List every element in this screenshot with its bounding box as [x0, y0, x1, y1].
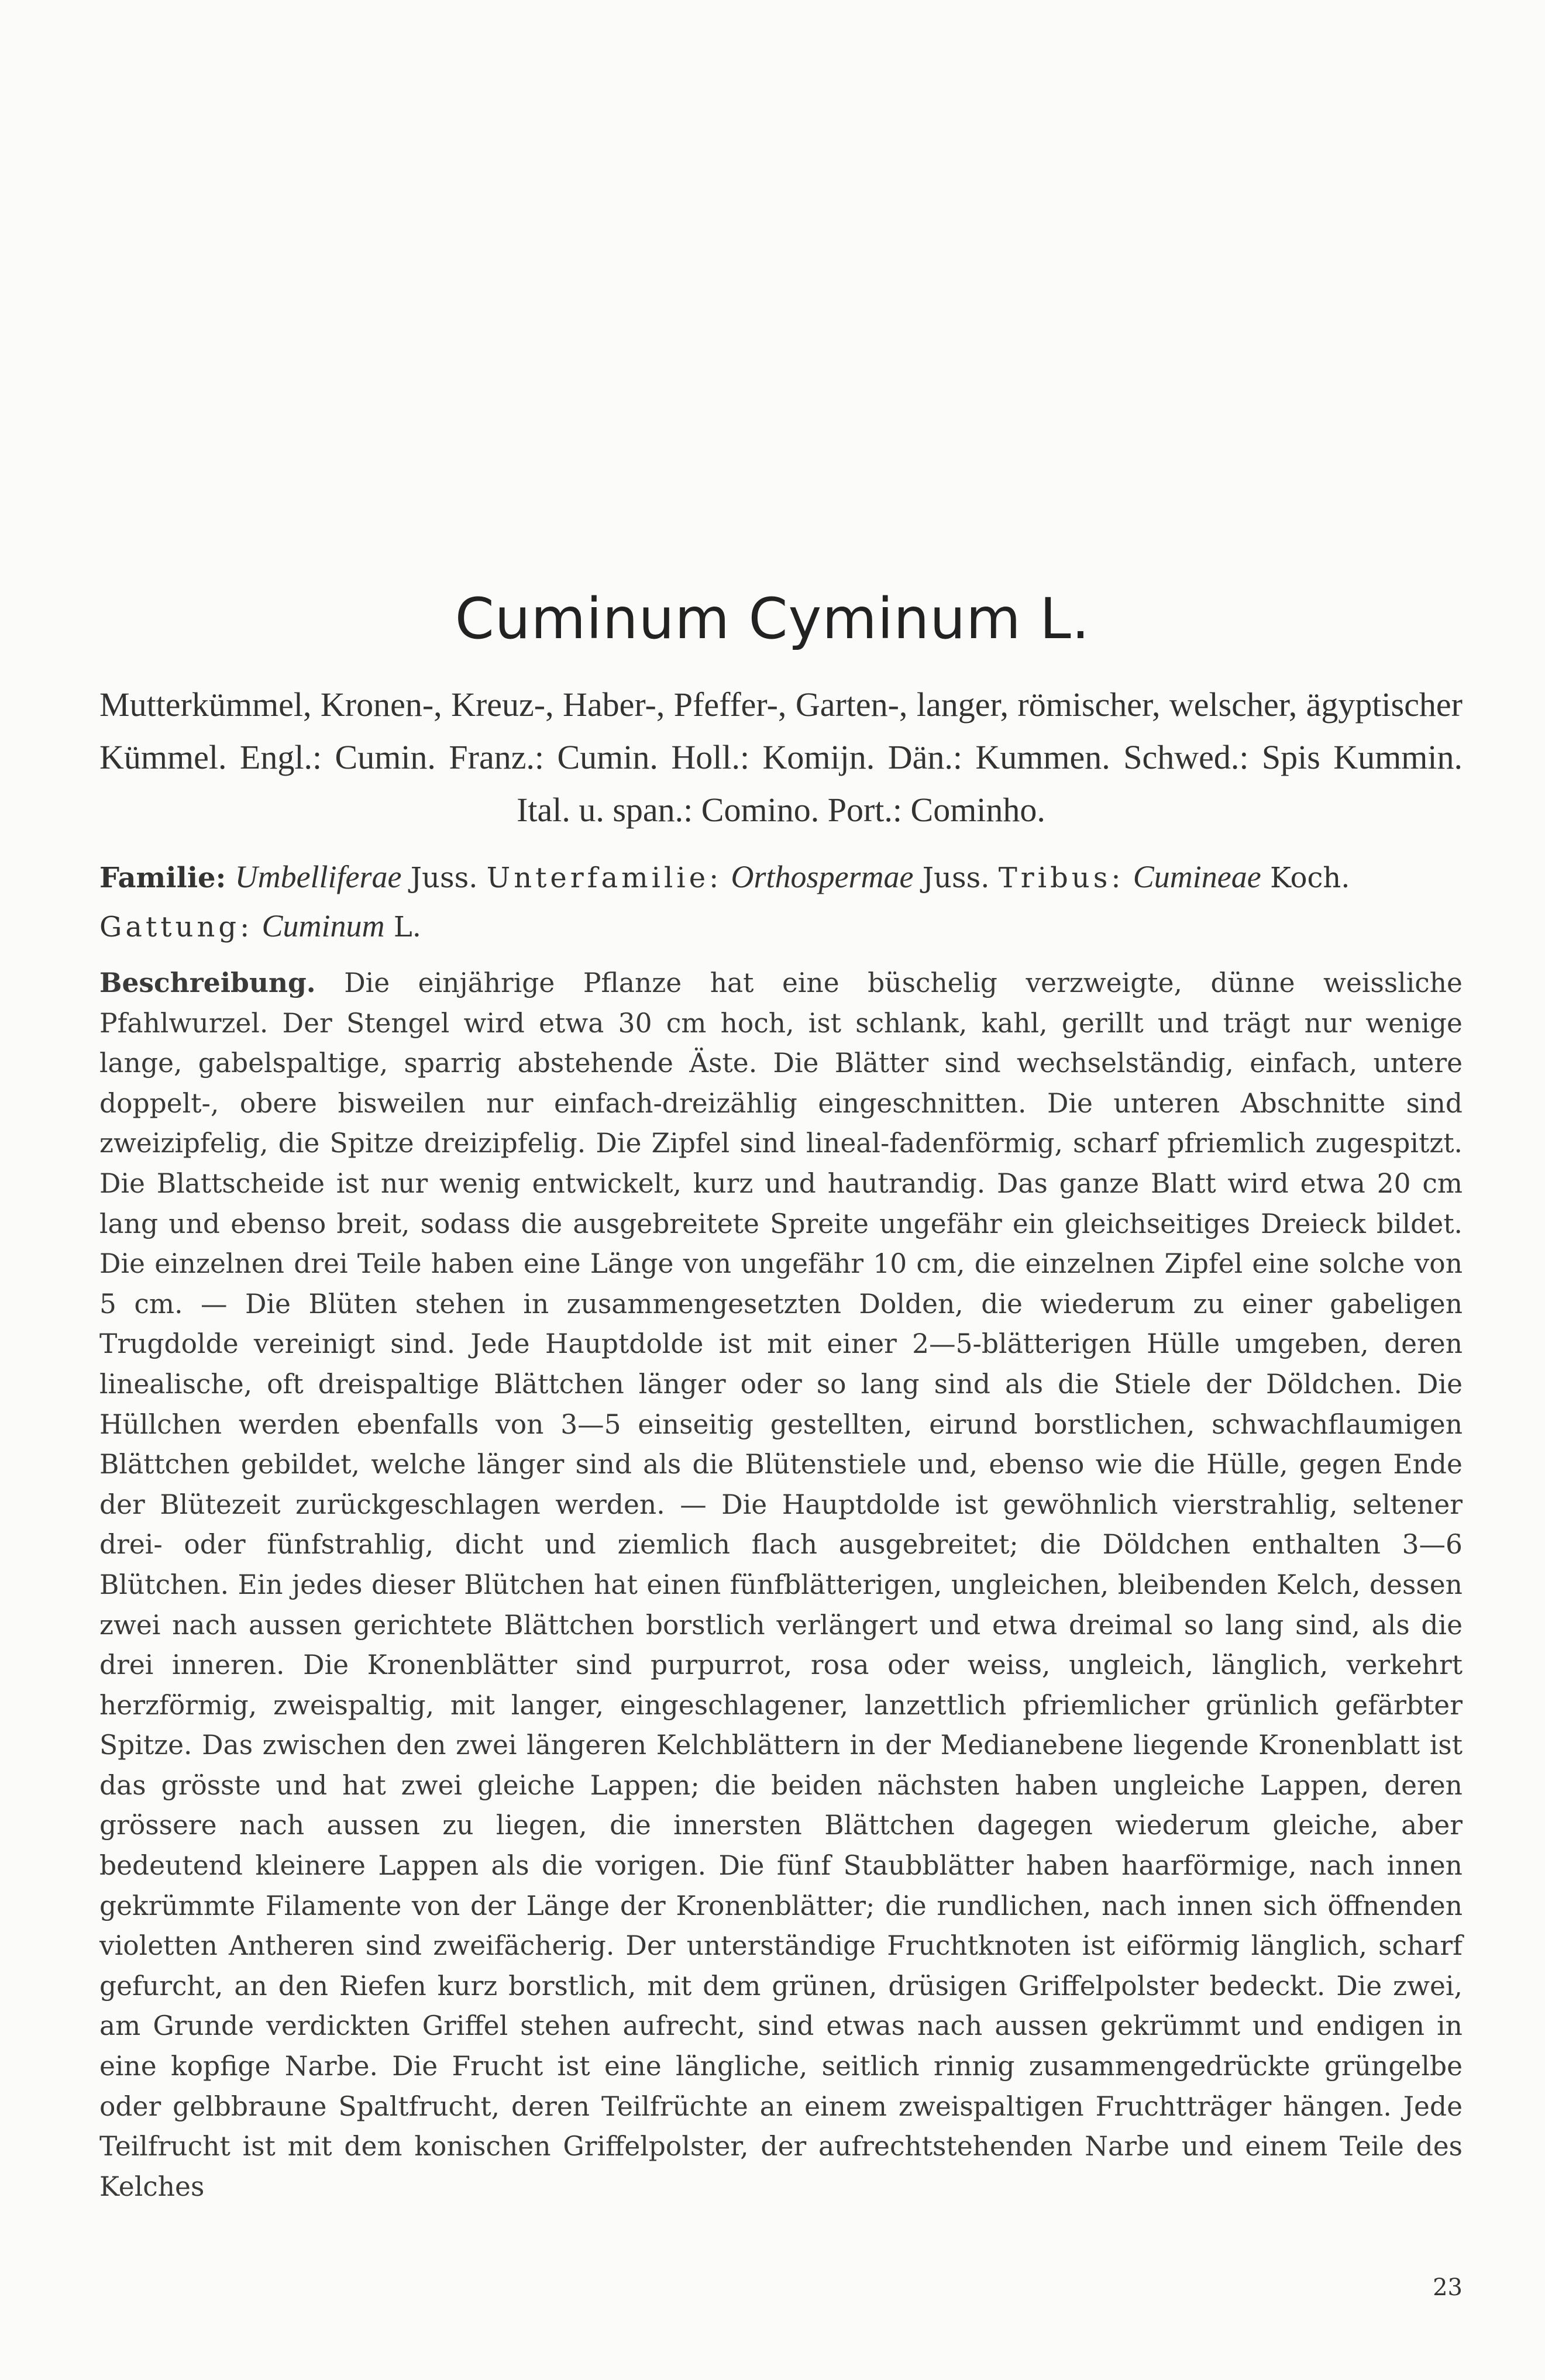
genus-label: Gattung:: [99, 911, 253, 943]
subfamily-author: Juss.: [922, 862, 990, 894]
family-name: Umbelliferae: [235, 859, 402, 894]
tribe-name: Cumineae: [1133, 859, 1261, 894]
subfamily-name: Orthospermae: [731, 859, 914, 894]
genus-author: L.: [393, 911, 421, 943]
description-paragraph: [99, 963, 1463, 2207]
subfamily-label: Unterfamilie:: [486, 862, 722, 894]
family-author: Juss.: [410, 862, 478, 894]
genus-name: Cuminum: [261, 908, 385, 943]
page-number: 23: [1433, 2274, 1463, 2301]
description-lead: Beschreibung.: [99, 967, 316, 998]
tribe-author: Koch.: [1270, 862, 1350, 894]
taxonomy-block: [99, 853, 1463, 951]
tribe-label: Tribus:: [998, 862, 1124, 894]
page-title: Cuminum Cyminum L.: [455, 586, 1090, 652]
common-names-paragraph: Mutterkümmel, Kronen-, Kreuz-, Haber-, Pfeffer-, Garten-, langer, römischer, welscher, ägyptischer Kümmel. Engl.: Cumin. Franz.: Cumin. Holl.: Komijn. Dän.: Kummen. Schwed.: Spis Kummin. Ital. u. span.: Comino. Port.: Cominho.: [99, 686, 1463, 829]
description-text: Die einjährige Pflanze hat eine büschelig verzweigte, dünne weissliche Pfahlwurzel. Der Stengel wird etwa 30 cm hoch, ist schlank, kahl, gerillt und trägt nur wenige lange, gabelspaltige, sparrig abstehende Äste. Die Blätter sind wechselständig, einfach, untere doppelt-, obere bisweilen nur einfach-dreizählig eingeschnitten. Die unteren Abschnitte sind zweizipfelig, die Spitze dreizipfelig. Die Zipfel sind lineal-fadenförmig, scharf pfriemlich zugespitzt. Die Blattscheide ist nur wenig entwickelt, kurz und hautrandig. Das ganze Blatt wird etwa 20 cm lang und ebenso breit, sodass die ausgebreitete Spreite ungefähr ein gleichseitiges Dreieck bildet. Die einzelnen drei Teile haben eine Länge von ungefähr 10 cm, die einzelnen Zipfel eine solche von 5 cm. — Die Blüten stehen in zusammengesetzten Dolden, die wiederum zu einer gabeligen Trugdolde vereinigt sind. Jede Hauptdolde ist mit einer 2—5-blätterigen Hülle umgeben, deren linealische, oft dreispaltige Blättchen länger oder so lang sind als die Stiele der Döldchen. Die Hüllchen werden ebenfalls von 3—5 einseitig gestellten, eirund borstlichen, schwachflaumigen Blättchen gebildet, welche länger sind als die Blütenstiele und, ebenso wie die Hülle, gegen Ende der Blütezeit zurückgeschlagen werden. — Die Hauptdolde ist gewöhnlich vierstrahlig, seltener drei- oder fünfstrahlig, dicht und ziemlich flach ausgebreitet; die Döldchen enthalten 3—6 Blütchen. Ein jedes dieser Blütchen hat einen fünfblätterigen, ungleichen, bleibenden Kelch, dessen zwei nach aussen gerichtete Blättchen borstlich verlängert und etwa dreimal so lang sind, als die drei inneren. Die Kronenblätter sind purpurrot, rosa oder weiss, ungleich, länglich, verkehrt herzförmig, zweispaltig, mit langer, eingeschlagener, lanzettlich pfriemlicher grünlich gefärbter Spitze. Das zwischen den zwei längeren Kelchblättern in der Medianebene liegende Kronenblatt ist das grösste und hat zwei gleiche Lappen; die beiden nächsten haben ungleiche Lappen, deren grössere nach aussen zu liegen, die innersten Blättchen dagegen wiederum gleiche, aber bedeutend kleinere Lappen als die vorigen. Die fünf Staubblätter haben haarförmige, nach innen gekrümmte Filamente von der Länge der Kronenblätter; die rundlichen, nach innen sich öffnenden violetten Antheren sind zweifächerig. Der unterständige Fruchtknoten ist eiförmig länglich, scharf gefurcht, an den Riefen kurz borstlich, mit dem grünen, drüsigen Griffelpolster bedeckt. Die zwei, am Grunde verdickten Griffel stehen aufrecht, sind etwas nach aussen gekrümmt und endigen in eine kopfige Narbe. Die Frucht ist eine längliche, seitlich rinnig zusammengedrückte grüngelbe oder gelbbraune Spaltfrucht, deren Teilfrüchte an einem zweispaltigen Fruchtträger hängen. Jede Teilfrucht ist mit dem konischen Griffelpolster, der aufrechtstehenden Narbe und einem Teile des Kelches: [99, 967, 1463, 2202]
family-label: Familie:: [99, 862, 226, 894]
